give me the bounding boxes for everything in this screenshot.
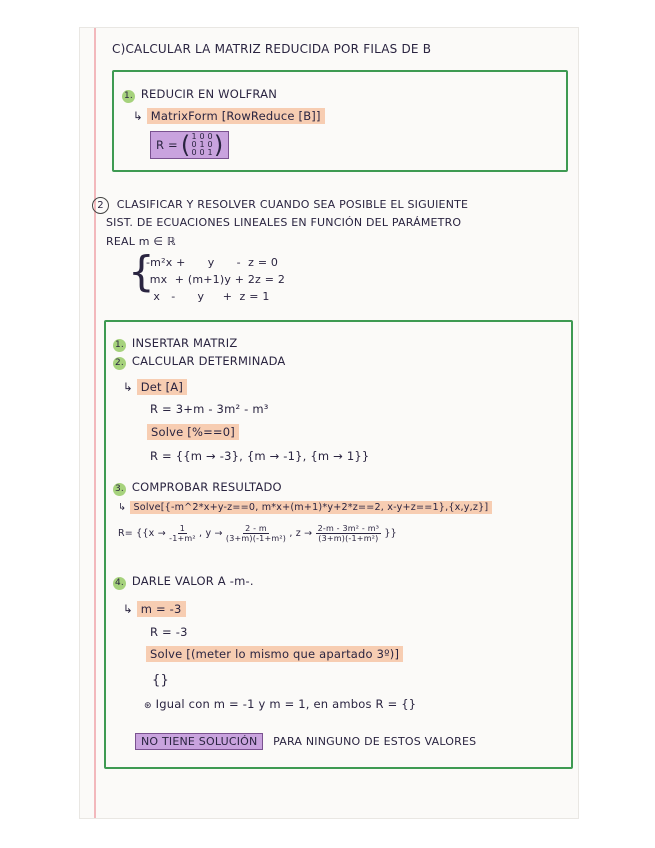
conclusion-highlight: NO TIENE SOLUCIÓN <box>135 733 263 750</box>
solution-step1 <box>113 336 237 352</box>
sys-result-suffix: }} <box>384 528 397 539</box>
part-2-line-1 <box>92 197 468 214</box>
z-numerator: 2-m - 3m² - m³ <box>317 524 380 533</box>
part-2-line-3: REAL m ∈ ℝ <box>106 235 176 248</box>
rowreduce-command: MatrixForm [RowReduce [B]] <box>147 108 325 124</box>
r-value: R = -3 <box>150 625 188 639</box>
m-value-line <box>123 602 186 616</box>
solve-again-line <box>146 647 403 661</box>
step-label: DARLE VALOR A -m-. <box>131 574 254 588</box>
arrow-icon: ↳ <box>123 380 133 394</box>
bullet-icon: ⊛ <box>144 701 152 711</box>
note-text: Igual con m = -1 y m = 1, en ambos R = {} <box>155 697 417 711</box>
det-command-line <box>123 380 187 394</box>
step-number: 2. <box>115 358 124 368</box>
x-fraction <box>169 524 196 543</box>
result-prefix: R = <box>156 138 178 152</box>
system-brace: { <box>128 247 155 296</box>
equation-3: x - y + z = 1 <box>146 290 270 303</box>
step-label: CALCULAR DETERMINADA <box>131 354 286 368</box>
y-label: , y → <box>199 528 223 539</box>
x-numerator: 1 <box>179 524 186 533</box>
z-denominator: (3+m)(-1+m²) <box>318 534 379 543</box>
part-c-command-line <box>133 109 325 123</box>
step-number: 1. <box>124 91 133 101</box>
solve-det-command: Solve [%==0] <box>147 424 239 440</box>
note-line <box>144 697 416 711</box>
matrix-row: 0 1 0 <box>191 140 213 149</box>
identity-matrix-result <box>150 131 229 159</box>
part-c-result <box>150 131 229 159</box>
y-denominator: (3+m)(-1+m²) <box>225 534 287 543</box>
part-2-line-2: SIST. DE ECUACIONES LINEALES EN FUNCIÓN DEL PARÁMETRO <box>106 216 462 229</box>
equation-1: -m²x + y - z = 0 <box>146 256 279 269</box>
step-number: 1. <box>115 340 124 350</box>
solve-again-command: Solve [(meter lo mismo que apartado 3º)] <box>146 646 403 662</box>
roots-result: R = {{m → -3}, {m → -1}, {m → 1}} <box>150 449 370 463</box>
solution-step2 <box>113 354 286 370</box>
conclusion-rest: PARA NINGUNO DE ESTOS VALORES <box>273 735 477 748</box>
det-result: R = 3+m - 3m² - m³ <box>150 402 269 416</box>
arrow-icon: ↳ <box>118 502 127 513</box>
part-c-title: C)CALCULAR LA MATRIZ REDUCIDA POR FILAS DE B <box>112 42 432 56</box>
part-c-step1 <box>122 87 277 103</box>
matrix-row: 0 0 1 <box>191 148 213 157</box>
z-fraction <box>316 524 382 543</box>
solution-step4 <box>113 574 254 590</box>
matrix-row: 1 0 0 <box>191 132 213 141</box>
step-number: 3. <box>115 484 124 494</box>
sys-result-prefix: R= {{x → <box>118 528 166 539</box>
identity-matrix: ( 1 0 0 0 1 0 0 0 1 ) <box>180 131 224 159</box>
step-label: REDUCIR EN WOLFRAN <box>140 87 278 101</box>
page-margin-line <box>94 28 96 818</box>
arrow-icon: ↳ <box>133 109 143 123</box>
z-label: , z → <box>289 528 313 539</box>
arrow-icon: ↳ <box>123 602 133 616</box>
step-label: INSERTAR MATRIZ <box>131 336 238 350</box>
solve-system-line <box>118 502 492 513</box>
det-command: Det [A] <box>137 379 187 395</box>
empty-result: {} <box>152 673 169 688</box>
step-label: COMPROBAR RESULTADO <box>131 480 282 494</box>
x-denominator: -1+m² <box>169 534 196 543</box>
problem-number: 2 <box>92 197 109 214</box>
equation-2: mx + (m+1)y + 2z = 2 <box>146 273 286 286</box>
y-fraction <box>226 524 286 543</box>
system-solution <box>118 524 397 543</box>
step-number: 4. <box>115 578 124 588</box>
solve-det-line <box>147 425 239 439</box>
conclusion-line <box>135 735 476 748</box>
statement-text: CLASIFICAR Y RESOLVER CUANDO SEA POSIBLE EL SIGUIENTE <box>116 198 469 211</box>
solution-step3 <box>113 480 282 496</box>
y-numerator: 2 - m <box>245 524 267 533</box>
solve-system-command: Solve[{-m^2*x+y-z==0, m*x+(m+1)*y+2*z==2, x-y+z==1},{x,y,z}] <box>130 501 493 514</box>
m-value: m = -3 <box>137 601 186 617</box>
